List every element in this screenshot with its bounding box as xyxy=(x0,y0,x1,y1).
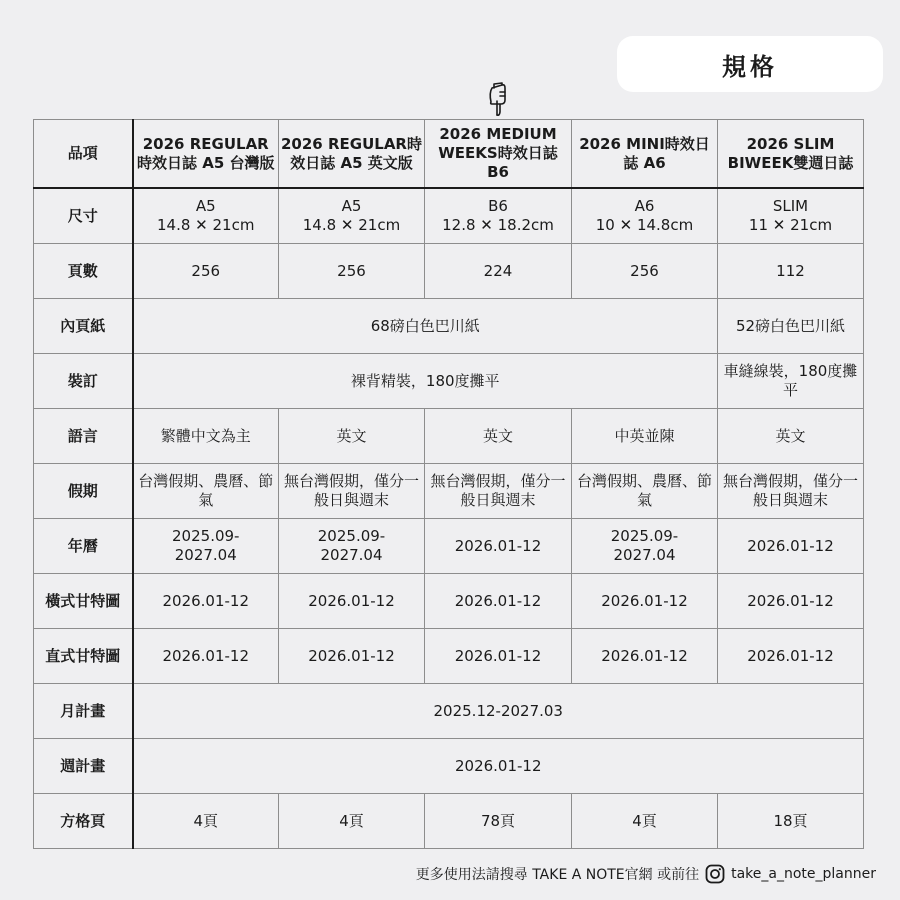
row-header: 裝訂 xyxy=(34,354,133,409)
row-header: 內頁紙 xyxy=(34,299,133,354)
row-header: 品項 xyxy=(34,120,133,189)
table-row-monthly xyxy=(34,684,864,739)
table-row-calendar xyxy=(34,519,864,574)
table-cell: 2026.01-12 xyxy=(718,629,864,684)
table-cell-merged: 2025.12-2027.03 xyxy=(133,684,864,739)
table-cell: 無台灣假期，僅分一般日與週末 xyxy=(279,464,425,519)
table-cell: 256 xyxy=(572,244,718,299)
table-cell: 2025.09- 2027.04 xyxy=(279,519,425,574)
column-header: 2026 SLIM BIWEEK雙週日誌 xyxy=(718,120,864,189)
table-cell: B6 12.8 ✕ 18.2cm xyxy=(425,188,572,244)
table-cell: 2025.09- 2027.04 xyxy=(133,519,279,574)
instagram-icon[interactable] xyxy=(705,864,725,884)
table-cell: 2026.01-12 xyxy=(572,629,718,684)
column-header: 2026 MEDIUM WEEKS時效日誌 B6 xyxy=(425,120,572,189)
footer-text: 更多使用法請搜尋 TAKE A NOTE官網 或前往 xyxy=(415,867,700,883)
table-cell: 2026.01-12 xyxy=(133,629,279,684)
table-cell: A6 10 ✕ 14.8cm xyxy=(572,188,718,244)
table-row-paper xyxy=(34,299,864,354)
row-header: 月計畫 xyxy=(34,684,133,739)
table-cell: 無台灣假期，僅分一般日與週末 xyxy=(425,464,572,519)
table-cell: 台灣假期、農曆、節氣 xyxy=(133,464,279,519)
table-cell: 2026.01-12 xyxy=(425,629,572,684)
row-header: 頁數 xyxy=(34,244,133,299)
page-title: 規格 xyxy=(722,52,778,81)
table-row-weekly xyxy=(34,739,864,794)
table-cell: 台灣假期、農曆、節氣 xyxy=(572,464,718,519)
table-cell: 2026.01-12 xyxy=(425,574,572,629)
column-header: 2026 REGULAR時效日誌 A5 英文版 xyxy=(279,120,425,189)
table-cell: 2026.01-12 xyxy=(425,519,572,574)
table-cell: 256 xyxy=(279,244,425,299)
table-cell: 4頁 xyxy=(572,794,718,849)
spec-table xyxy=(33,119,864,849)
table-header-row xyxy=(34,120,864,189)
row-header: 直式甘特圖 xyxy=(34,629,133,684)
row-header: 週計畫 xyxy=(34,739,133,794)
table-cell: 英文 xyxy=(425,409,572,464)
title-badge xyxy=(617,36,883,92)
table-row-holidays xyxy=(34,464,864,519)
table-row-size xyxy=(34,188,864,244)
table-cell: 112 xyxy=(718,244,864,299)
table-row-language xyxy=(34,409,864,464)
table-cell: 256 xyxy=(133,244,279,299)
table-cell: 2026.01-12 xyxy=(718,519,864,574)
row-header: 方格頁 xyxy=(34,794,133,849)
table-cell: A5 14.8 ✕ 21cm xyxy=(279,188,425,244)
table-cell: SLIM 11 ✕ 21cm xyxy=(718,188,864,244)
table-cell-merged: 裸背精裝，180度攤平 xyxy=(133,354,718,409)
table-cell: 無台灣假期，僅分一般日與週末 xyxy=(718,464,864,519)
table-cell: 2026.01-12 xyxy=(279,629,425,684)
column-header: 2026 MINI時效日誌 A6 xyxy=(572,120,718,189)
table-cell: 78頁 xyxy=(425,794,572,849)
row-header: 橫式甘特圖 xyxy=(34,574,133,629)
table-cell: 2026.01-12 xyxy=(133,574,279,629)
table-cell: 4頁 xyxy=(133,794,279,849)
table-cell: 18頁 xyxy=(718,794,864,849)
table-cell: 繁體中文為主 xyxy=(133,409,279,464)
table-row-pages xyxy=(34,244,864,299)
row-header: 假期 xyxy=(34,464,133,519)
table-cell: 2026.01-12 xyxy=(572,574,718,629)
row-header: 年曆 xyxy=(34,519,133,574)
table-cell: 英文 xyxy=(279,409,425,464)
table-cell: 2026.01-12 xyxy=(718,574,864,629)
row-header: 語言 xyxy=(34,409,133,464)
instagram-handle[interactable]: take_a_note_planner xyxy=(731,866,876,882)
footer xyxy=(416,864,876,884)
row-header: 尺寸 xyxy=(34,188,133,244)
table-cell: 2026.01-12 xyxy=(279,574,425,629)
pointing-down-hand-icon xyxy=(486,82,510,116)
table-cell: 中英並陳 xyxy=(572,409,718,464)
column-header: 2026 REGULAR時效日誌 A5 台灣版 xyxy=(133,120,279,189)
table-row-vertical-gantt xyxy=(34,629,864,684)
table-cell: 4頁 xyxy=(279,794,425,849)
table-cell: 英文 xyxy=(718,409,864,464)
table-cell: 52磅白色巴川紙 xyxy=(718,299,864,354)
table-row-horizontal-gantt xyxy=(34,574,864,629)
table-row-binding xyxy=(34,354,864,409)
table-cell: 224 xyxy=(425,244,572,299)
table-cell: 2025.09- 2027.04 xyxy=(572,519,718,574)
table-row-grid-pages xyxy=(34,794,864,849)
table-cell-merged: 68磅白色巴川紙 xyxy=(133,299,718,354)
table-cell-merged: 2026.01-12 xyxy=(133,739,864,794)
table-cell: A5 14.8 ✕ 21cm xyxy=(133,188,279,244)
table-cell: 車縫線裝，180度攤平 xyxy=(718,354,864,409)
